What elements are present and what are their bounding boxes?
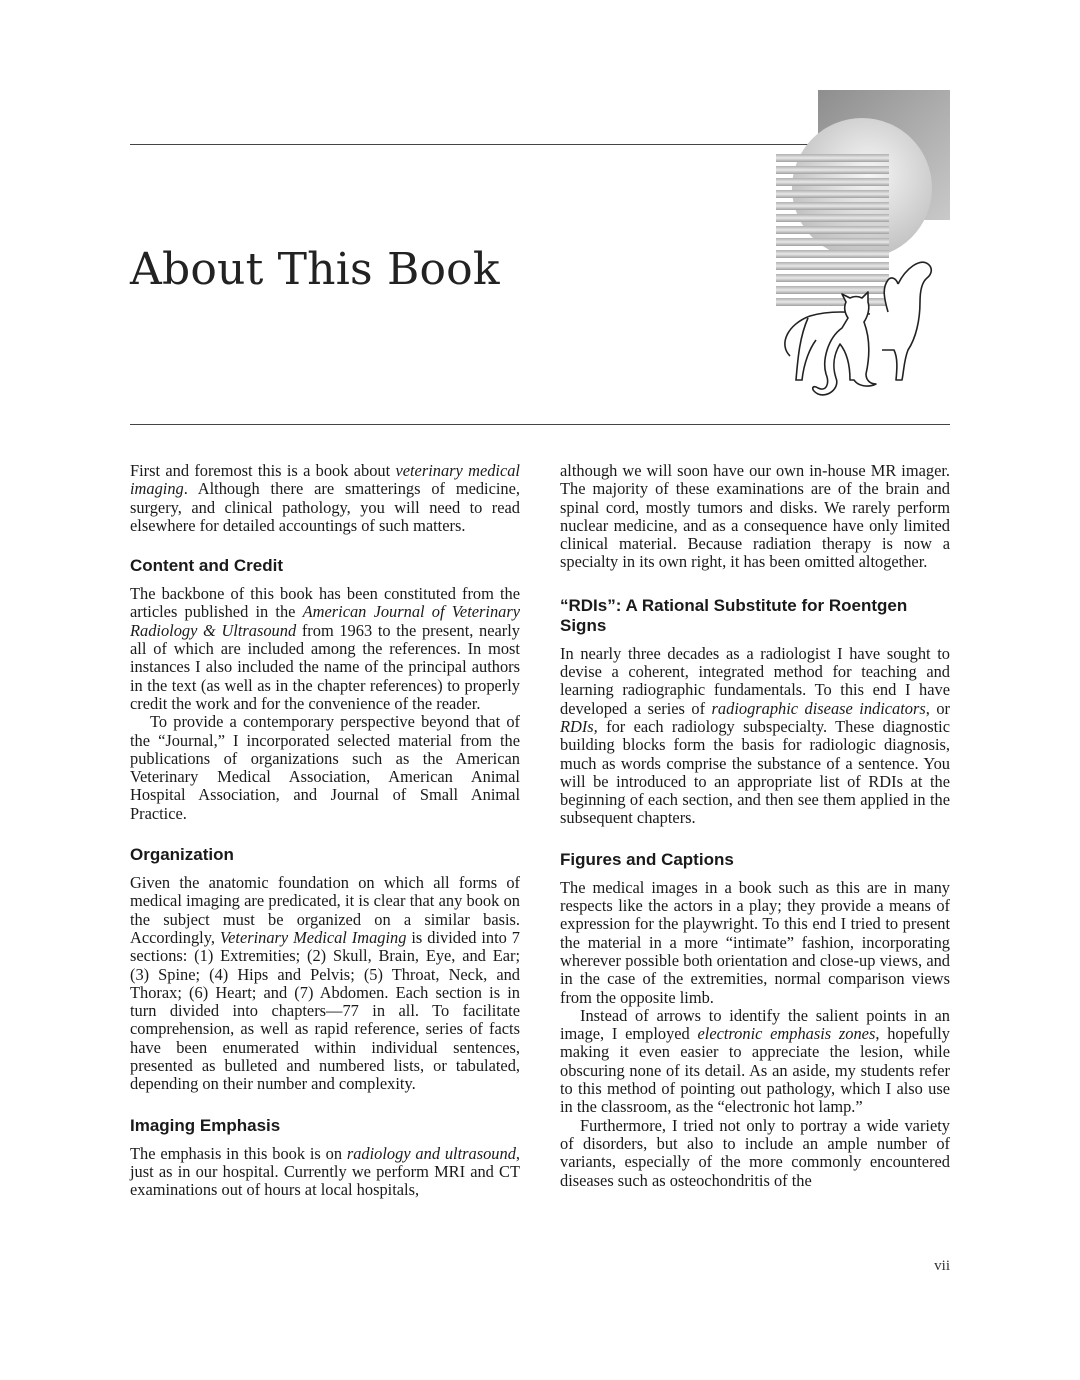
imaging-paragraph-continued: although we will soon have our own in-house MR imager. The majority of these examinations are of the brain and spinal cord, mostly tumors and disks. We rarely perform nuclear medicine, and as a consequence have only limited clinical material. Because radiation therapy is now a specialty in its own right, it has been omitted altogether. <box>560 461 950 572</box>
intro-paragraph: First and foremost this is a book about veterinary medical imaging. Although there are smatterings of medicine, surgery, and clinical pathology, you will need to read elsewhere for detailed accountings of such matters. <box>130 461 520 535</box>
right-column <box>560 462 950 1190</box>
section-heading-organization: Organization <box>130 845 234 865</box>
section-heading-rdis: “RDIs”: A Rational Substitute for Roentgen Signs <box>560 595 908 635</box>
content-paragraph-1: The backbone of this book has been constituted from the articles published in the American Journal of Veterinary Radiology & Ultrasound from 1963 to the present, nearly all of which are included among the references. In most instances I also included the name of the principal authors in the text (as well as in the chapter references) to properly credit the work and for the convenience of the reader. <box>130 584 520 713</box>
figures-paragraph-2: Instead of arrows to identify the salient points in an image, I employed electronic emphasis zones, hopefully making it even easier to appreciate the lesion, while obscuring none of its detail. As an aside, my students refer to this method of pointing out pathology, which I also use in the classroom, as the “electronic hot lamp.” <box>560 1005 951 1117</box>
section-heading-imaging-emphasis: Imaging Emphasis <box>130 1115 281 1135</box>
figures-paragraph-3: Furthermore, I tried not only to portray a wide variety of disorders, but also to include an ample number of variants, especially of the more commonly encountered diseases such as osteochondritis of the <box>560 1115 950 1190</box>
page-title: About This Book <box>130 244 500 295</box>
organization-paragraph: Given the anatomic foundation on which all forms of medical imaging are predicated, it is clear that any book on the subject must be organized on a similar basis. Accordingly, Veterinary Medical Imaging is divided into 7 sections: (1) Extremities; (2) Skull, Brain, Eye, and Ear; (3) Spine; (4) Hips and Pelvis; (5) Throat, Neck, and Thorax; (6) Heart; and (7) Abdomen. Each section is in turn divided into chapters—77 in all. To facilitate comprehension, as well as rapid reference, series of facts have been enumerated within individual sentences, presented as bulleted and numbered lists, or tabulated, depending on their number and complexity. <box>130 873 520 1094</box>
left-column <box>130 462 520 1200</box>
section-heading-content-and-credit: Content and Credit <box>130 556 283 576</box>
page-number: vii <box>934 1258 950 1274</box>
content-paragraph-2: To provide a contemporary perspective beyond that of the “Journal,” I incorporated selected material from the publications of organizations such as the American Veterinary Medical Association, American Animal Hospital Association, and Journal of Small Animal Practice. <box>130 712 520 823</box>
section-heading-figures-and-captions: Figures and Captions <box>560 849 734 869</box>
figures-paragraph-1: The medical images in a book such as this are in many respects like the actors in a play; they provide a means of expression for the playwright. To this end I tried to present the material in a more “intimate” fashion, incorporating wherever possible both orientation and close-up views, and in the case of the extremities, normal comparison views from the opposite limb. <box>560 877 950 1007</box>
rdis-paragraph: In nearly three decades as a radiologist I have sought to devise a coherent, integrated method for teaching and learning radiographic fundamentals. To this end I have developed a series of radiographic disease indicators, or RDIs, for each radiology subspecialty. These diagnostic building blocks form the basis for radiologic diagnosis, much as words comprise the substance of a sentence. You will be introduced to an appropriate list of RDIs at the beginning of each section, and then see them applied in the subsequent chapters. <box>560 643 950 828</box>
imaging-paragraph: The emphasis in this book is on radiology and ultrasound, just as in our hospital. Currently we perform MRI and CT examinations out of hours at local hospitals, <box>130 1143 520 1200</box>
header-rule-bottom <box>130 424 950 425</box>
dog-cat-silhouette-with-moon-icon <box>770 88 952 406</box>
